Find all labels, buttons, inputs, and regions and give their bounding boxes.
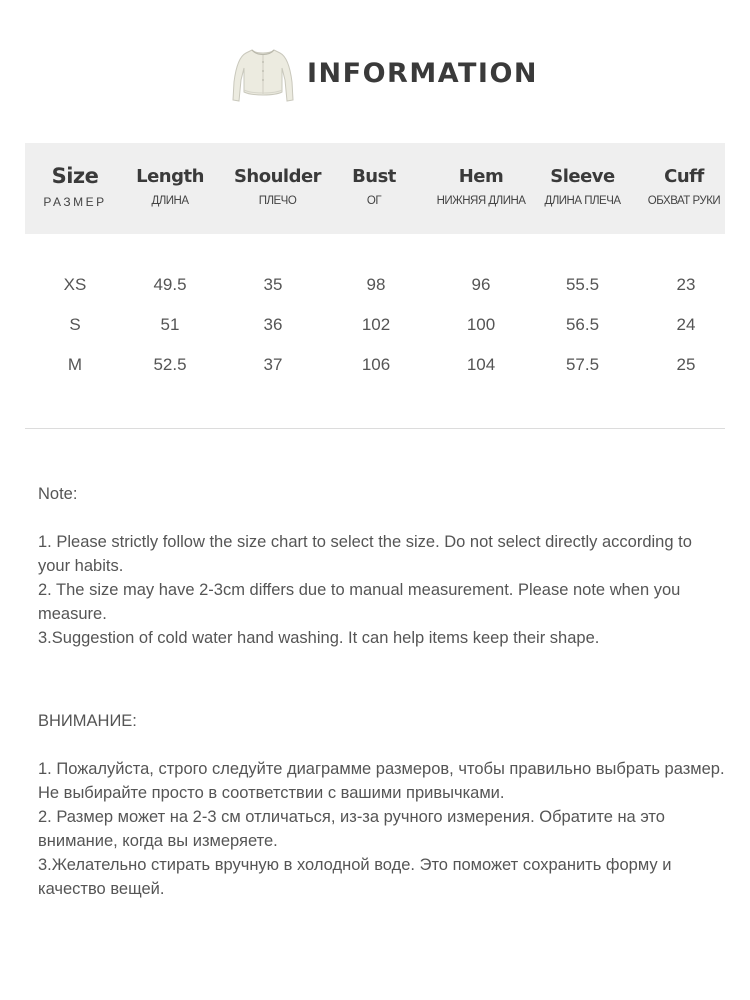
table-cell: 100 (466, 315, 496, 334)
table-cell: XS (63, 275, 87, 294)
table-row (25, 270, 725, 310)
column-bust-label-ru: ОГ (366, 195, 382, 207)
table-cell: 56.5 (565, 315, 600, 334)
table-cell: 37 (263, 355, 283, 374)
notes-heading-ru: ВНИМАНИЕ: (38, 712, 137, 730)
table-cell: S (69, 315, 81, 334)
column-cuff-label: Cuff (664, 166, 704, 187)
table-cell: 35 (263, 275, 283, 294)
table-cell: 36 (263, 315, 283, 334)
table-cell: 24 (676, 315, 696, 334)
column-length-label: Length (136, 166, 204, 187)
table-cell: 23 (676, 275, 696, 294)
column-bust-label: Bust (352, 166, 396, 187)
table-cell: 106 (361, 355, 391, 374)
notes-heading: Note: (38, 485, 78, 503)
table-row (25, 350, 725, 390)
table-cell: 25 (676, 355, 696, 374)
table-cell: 49.5 (153, 275, 187, 294)
table-cell: 52.5 (153, 355, 187, 374)
size-table-header (25, 143, 725, 234)
table-cell: M (67, 355, 83, 374)
column-shoulder-label: Shoulder (233, 166, 322, 187)
table-cell: 102 (361, 315, 391, 334)
note-item-ru: 3.Желательно стирать вручную в холодной воде. Это поможет сохранить форму и качество вещей. (38, 856, 672, 898)
page-header (0, 44, 750, 108)
column-hem-label-ru: НИЖНЯЯ ДЛИНА (436, 195, 526, 207)
column-hem-label: Hem (458, 166, 504, 187)
note-item: 3.Suggestion of cold water hand washing. It can help items keep their shape. (38, 629, 600, 647)
column-shoulder-label-ru: ПЛЕЧО (258, 195, 297, 207)
note-item: 1. Please strictly follow the size chart to select the size. Do not select directly according to your habits. (38, 533, 692, 575)
column-sleeve-label-ru: ДЛИНА ПЛЕЧА (544, 195, 621, 207)
table-cell: 57.5 (565, 355, 600, 374)
table-cell: 98 (366, 275, 386, 294)
note-item-ru: 1. Пожалуйста, строго следуйте диаграмме размеров, чтобы правильно выбрать размер. Не выбирайте просто в соответствии с вашими привычками. (38, 760, 725, 802)
table-cell: 96 (471, 275, 491, 294)
table-cell: 55.5 (565, 275, 600, 294)
notes-russian (38, 709, 728, 901)
note-item: 2. The size may have 2-3cm differs due to manual measurement. Please note when you measure. (38, 581, 681, 623)
table-row (25, 310, 725, 350)
size-table-body (25, 270, 725, 390)
column-size-label: Size (51, 164, 99, 188)
cropped-cardigan-icon (230, 44, 296, 108)
column-sleeve-label: Sleeve (550, 166, 615, 187)
table-cell: 104 (466, 355, 496, 374)
note-item-ru: 2. Размер может на 2-3 см отличаться, из-за ручного измерения. Обратите на это внимание, когда вы измеряете. (38, 808, 665, 850)
page-title: INFORMATION (307, 58, 539, 89)
column-length-label-ru: ДЛИНА (151, 195, 189, 207)
notes-english (38, 482, 728, 650)
column-cuff-label-ru: ОБХВАТ РУКИ (647, 195, 721, 207)
column-size-label-ru: РАЗМЕР (43, 195, 107, 209)
section-divider (25, 428, 725, 429)
table-cell: 51 (160, 315, 180, 334)
